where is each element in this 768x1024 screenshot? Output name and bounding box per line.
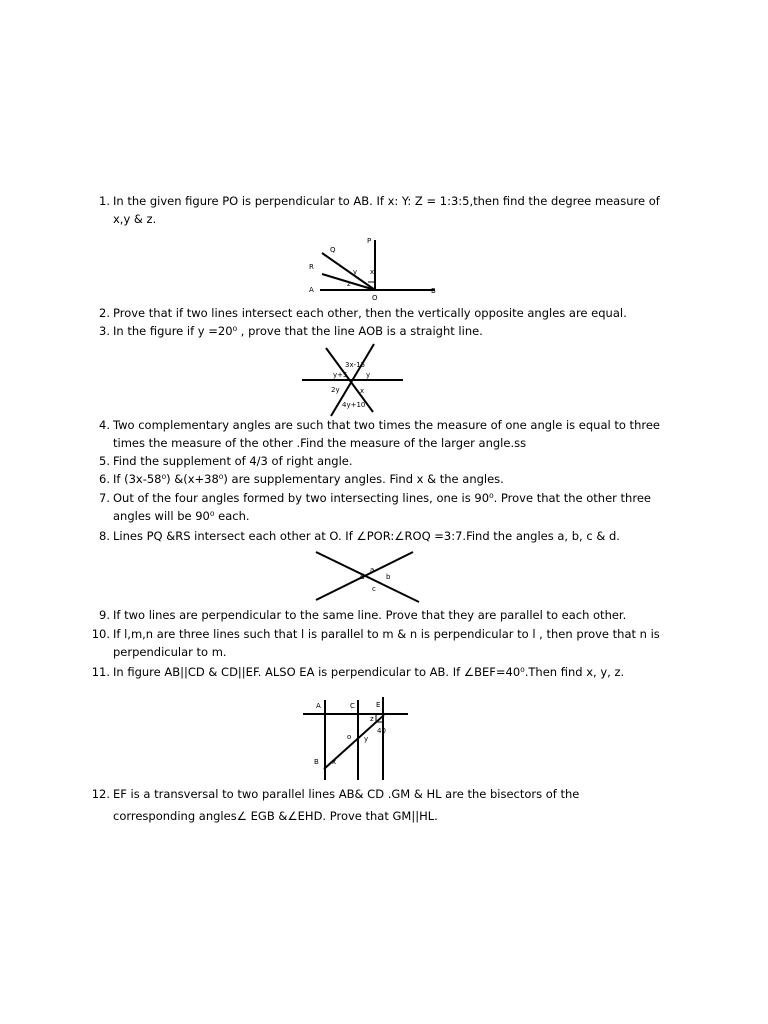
label-y: y <box>366 371 371 379</box>
label-2y: 2y <box>331 386 340 394</box>
label-d: d <box>360 573 365 581</box>
figure-1 <box>300 232 450 304</box>
label-e: E <box>376 701 381 709</box>
label-o: O <box>372 294 378 302</box>
label-c: c <box>372 585 376 593</box>
question-number: 7. <box>99 491 110 505</box>
label-c: C <box>350 702 355 710</box>
question-number: 9. <box>99 608 110 622</box>
question-text: If (3x-58⁰) &(x+38⁰) are supplementary angles. Find x & the angles. <box>113 472 504 486</box>
figure-3 <box>300 340 410 418</box>
label-z: z <box>370 715 374 723</box>
question-text: Prove that if two lines intersect each other, then the vertically opposite angles are equal. <box>113 306 627 320</box>
label-x: x <box>332 758 337 766</box>
label-b: b <box>386 573 391 581</box>
label-o: o <box>347 733 352 741</box>
question-text: In figure AB||CD & CD||EF. ALSO EA is perpendicular to AB. If ∠BEF=40⁰.Then find x, y, z. <box>113 665 625 679</box>
label-a: a <box>370 566 375 574</box>
question-text: If two lines are perpendicular to the same line. Prove that they are parallel to each other. <box>113 608 627 622</box>
question-number: 10. <box>91 627 110 641</box>
question-number: 2. <box>99 306 110 320</box>
question-text: Find the supplement of 4/3 of right angle. <box>113 454 353 468</box>
question-number: 11. <box>91 665 110 679</box>
label-3x-15: 3x-15 <box>345 361 366 369</box>
question-text: In the given figure PO is perpendicular to AB. If x: Y: Z = 1:3:5,then find the degree measure of x,y & z. <box>113 194 660 226</box>
label-x: x <box>360 387 365 395</box>
label-a: A <box>316 702 321 710</box>
figure-8 <box>310 548 430 608</box>
label-40: 40 <box>377 727 386 735</box>
question-number: 1. <box>99 194 110 208</box>
question-text: EF is a transversal to two parallel lines AB& CD .GM & HL are the bisectors of the corresponding angles∠ EGB &∠EHD. Prove that GM||HL. <box>113 787 580 823</box>
question-text: In the figure if y =20⁰ , prove that the line AOB is a straight line. <box>113 324 483 338</box>
label-b: B <box>431 287 436 295</box>
label-q: Q <box>330 246 336 254</box>
question-number: 6. <box>99 472 110 486</box>
label-y-plus-5: y+5 <box>333 371 348 379</box>
question-text: Lines PQ &RS intersect each other at O. If ∠POR:∠ROQ =3:7.Find the angles a, b, c & d. <box>113 529 620 543</box>
label-b: B <box>314 758 319 766</box>
label-z: z <box>347 280 351 288</box>
label-4y-plus-10: 4y+10 <box>342 401 366 409</box>
figure-11 <box>300 692 415 782</box>
question-text: Two complementary angles are such that two times the measure of one angle is equal to three times the measure of the other .Find the measure of the larger angle.ss <box>113 418 660 450</box>
label-y: y <box>353 268 358 276</box>
label-a: A <box>309 286 314 294</box>
question-text: Out of the four angles formed by two intersecting lines, one is 90⁰. Prove that the other three angles will be 90⁰ each. <box>113 491 651 523</box>
question-number: 12. <box>91 787 110 801</box>
label-y: y <box>364 735 369 743</box>
question-number: 3. <box>99 324 110 338</box>
question-number: 4. <box>99 418 110 432</box>
question-number: 8. <box>99 529 110 543</box>
label-x: x <box>370 268 375 276</box>
label-p: P <box>367 237 372 245</box>
question-text: If l,m,n are three lines such that l is parallel to m & n is perpendicular to l , then prove that n is perpendicular to m. <box>113 627 660 659</box>
label-r: R <box>309 263 314 271</box>
question-number: 5. <box>99 454 110 468</box>
